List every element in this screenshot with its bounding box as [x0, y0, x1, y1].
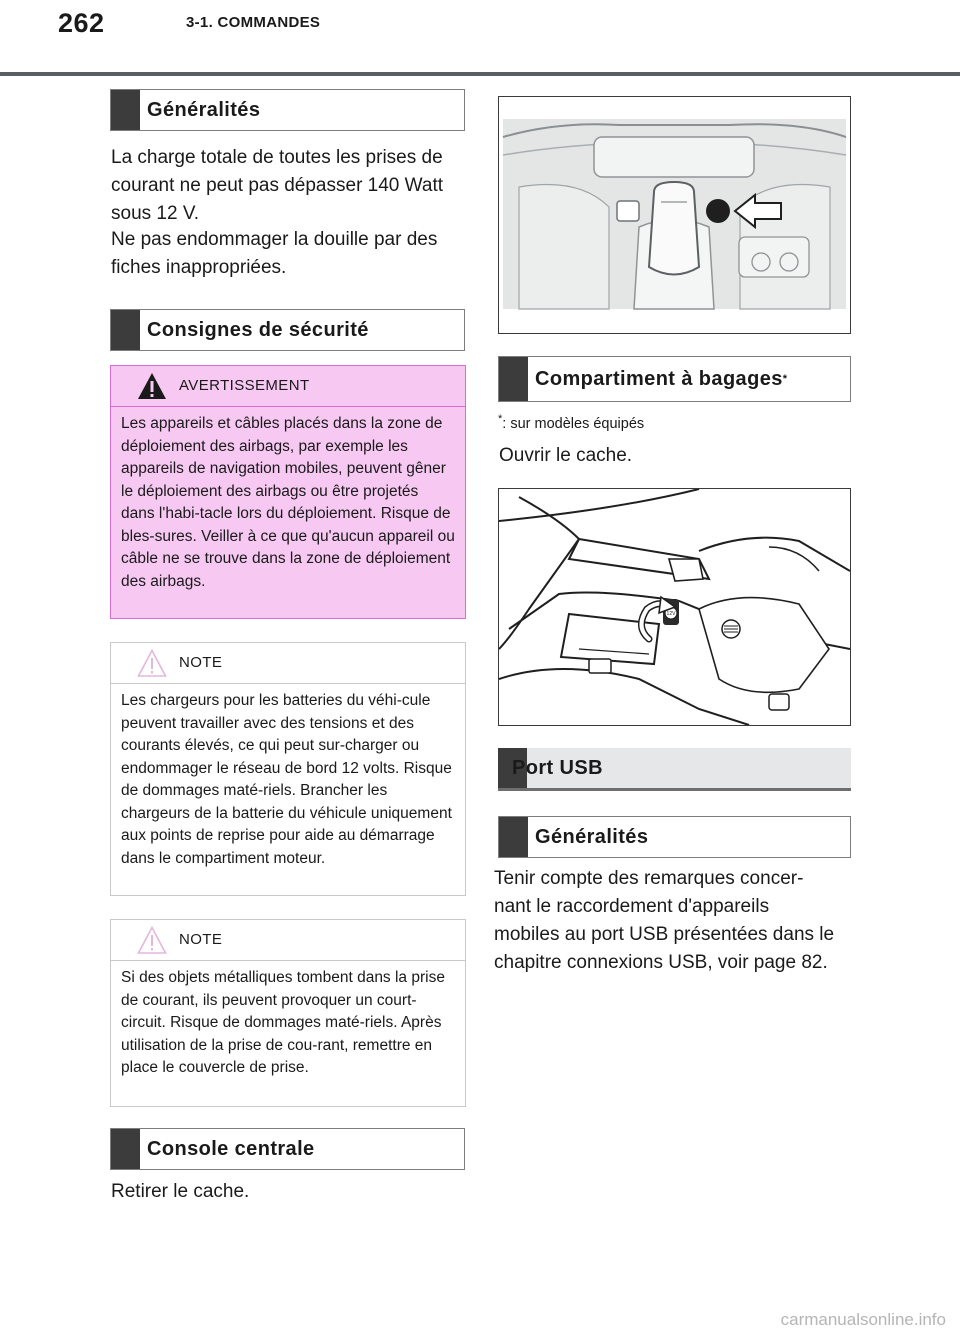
section-header-bar: [111, 310, 140, 350]
section-header-bar: [111, 90, 140, 130]
section-title: Généralités: [535, 825, 649, 848]
section-header-bar: [111, 1129, 140, 1169]
section-header-bar: [499, 357, 528, 401]
watermark: carmanualsonline.info: [780, 1310, 946, 1329]
header-rule: [0, 72, 960, 76]
figure-luggage-socket: [498, 488, 851, 726]
note-text: Les chargeurs pour les batteries du véhi-cule peuvent travailler avec des tensions et des courants élevés, ce qui peut sur-charger ou endommager le réseau de bord 12 volts. Risque de dommages maté-riels. Brancher les chargeurs de la batterie du véhicule uniquement aux points de reprise pour aide au démarrage dans le compartiment moteur.: [121, 692, 452, 867]
chapter-title: 3-1. COMMANDES: [186, 14, 321, 31]
note-title: NOTE: [179, 931, 223, 948]
section-title: Port USB: [512, 756, 603, 779]
section-title: [535, 357, 787, 401]
paragraph-retirer-cache: Retirer le cache.: [111, 1181, 250, 1202]
center-console-illustration: [499, 97, 850, 333]
section-header-generalites: [110, 89, 465, 131]
socket-label: 12V: [666, 611, 676, 617]
luggage-socket-illustration: [499, 489, 850, 725]
warning-box: [110, 365, 466, 619]
section-header-console-centrale: [110, 1128, 465, 1170]
page-number: 262: [58, 8, 105, 38]
warning-text: Les appareils et câbles placés dans la zone de déploiement des airbags, par exemple les appareils de navigation mobiles, peuvent gêner le déploiement des airbags ou être projetés dans l'habi-tacle lors du déploiement. Risque de bles-sures. Veiller à ce que qu'aucun appareil ou câble ne se trouve dans la zone de déploiement des airbags.: [121, 415, 455, 590]
warning-box-header: [111, 366, 465, 407]
footnote-text: : sur modèles équipés: [502, 415, 645, 432]
warning-triangle-icon: [137, 372, 167, 400]
section-header-consignes: [110, 309, 465, 351]
warning-title: AVERTISSEMENT: [179, 377, 310, 394]
section-title: Console centrale: [147, 1137, 315, 1160]
paragraph-ouvrir-cache: Ouvrir le cache.: [499, 445, 633, 466]
footnote-equipped: [498, 413, 851, 432]
section-header-compartiment: [498, 356, 851, 402]
note-box-header: [111, 920, 465, 961]
caution-triangle-icon: [137, 649, 167, 677]
note-box-objets: [110, 919, 466, 1107]
footnote-asterisk: *: [498, 413, 503, 425]
asterisk-mark: *: [782, 373, 788, 385]
note-title: NOTE: [179, 654, 223, 671]
section-title: Consignes de sécurité: [147, 318, 369, 341]
section-header-bar: [499, 817, 528, 857]
caution-triangle-icon: [137, 926, 167, 954]
paragraph-charge-totale: La charge totale de toutes les prises de courant ne peut pas dépasser 140 Watt sous 12 V.: [111, 147, 444, 224]
section-header-generalites-usb: [498, 816, 851, 858]
section-title: Généralités: [147, 98, 261, 121]
figure-center-console: [498, 96, 851, 334]
section-header-port-usb: [498, 748, 851, 791]
note-text: Si des objets métalliques tombent dans la prise de courant, ils peuvent provoquer un court-circuit. Risque de dommages maté-riels. Après utilisation de la prise de cou-rant, remettre en place le couvercle de prise.: [121, 969, 445, 1076]
paragraph-usb-remarques: Tenir compte des remarques concer-nant le raccordement d'appareils mobiles au port USB présentées dans le chapitre connexions USB, voir page 82.: [494, 868, 835, 973]
note-box-header: [111, 643, 465, 684]
note-box-chargeurs: [110, 642, 466, 896]
section-title-text: Compartiment à bagages: [535, 367, 783, 390]
paragraph-douille: Ne pas endommager la douille par des fiches inappropriées.: [111, 229, 438, 278]
